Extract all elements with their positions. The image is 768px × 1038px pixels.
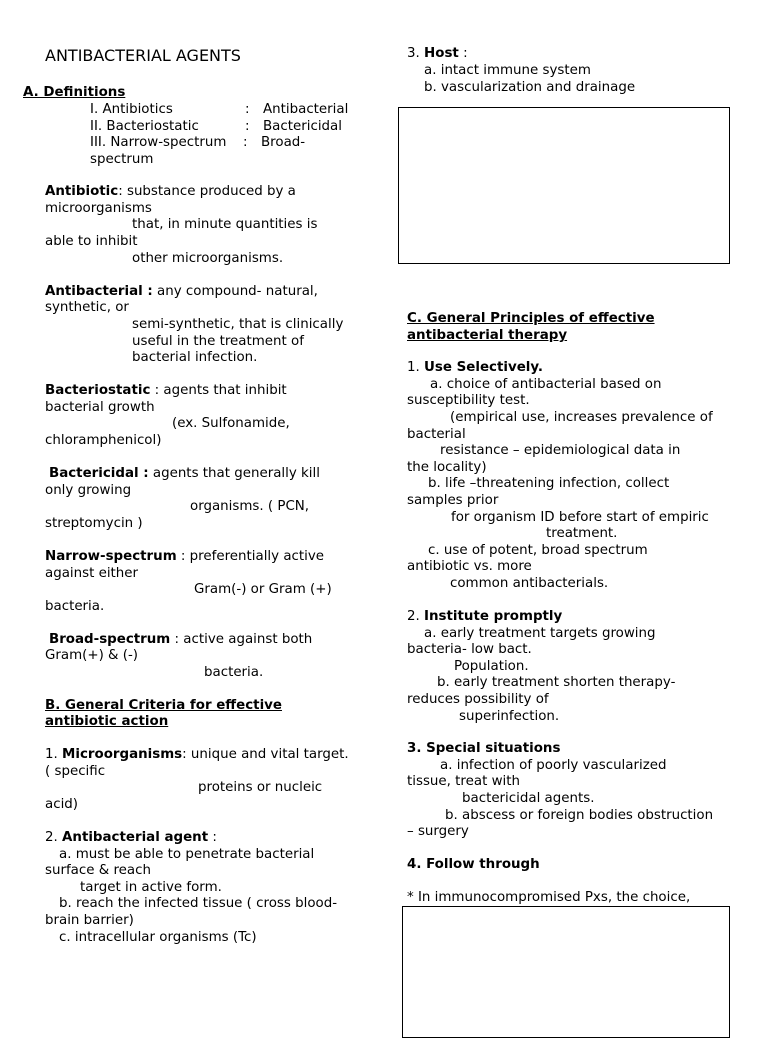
def-pair-left: III. Narrow-spectrum (90, 135, 227, 150)
item-term: Host (424, 46, 459, 61)
item-text: superinfection. (459, 709, 560, 724)
item-text: the locality) (407, 460, 487, 475)
item-text: susceptibility test. (407, 393, 530, 408)
item-text: proteins or nucleic (198, 780, 323, 795)
def-bactericidal-line (49, 466, 320, 482)
item-term: Institute promptly (424, 609, 563, 624)
item-text: b. reach the infected tissue ( cross blood- (59, 896, 338, 911)
def-text: organisms. ( PCN, (190, 499, 310, 514)
principle-2 (407, 609, 562, 625)
def-pair-left: I. Antibiotics (90, 102, 173, 117)
def-term: Antibacterial : (45, 284, 153, 299)
item-text: c. intracellular organisms (Tc) (59, 930, 257, 945)
def-text: : substance produced by a (118, 184, 296, 199)
def-term: Narrow-spectrum (45, 549, 177, 564)
def-narrow-line (45, 549, 324, 565)
def-text: bacteria. (45, 599, 105, 614)
def-text: any compound- natural, (152, 284, 318, 299)
item-text: : (208, 830, 217, 845)
def-text: : preferentially active (176, 549, 325, 564)
def-text: Gram(-) or Gram (+) (194, 582, 332, 597)
def-text: (ex. Sulfonamide, (172, 416, 290, 431)
item-text: acid) (45, 797, 79, 812)
item-text: a. intact immune system (424, 63, 591, 78)
principle-1 (407, 360, 543, 376)
item-number: 3. (407, 46, 425, 61)
item-text: : unique and vital target. (182, 747, 349, 762)
def-text: that, in minute quantities is (132, 217, 318, 232)
def-pair-sep: : (245, 102, 250, 117)
item-text: brain barrier) (45, 913, 134, 928)
item-text: samples prior (407, 493, 499, 508)
item-text: c. use of potent, broad spectrum (428, 543, 648, 558)
def-text: semi-synthetic, that is clinically (132, 317, 344, 332)
def-term: Broad-spectrum (49, 632, 171, 647)
item-text: reduces possibility of (407, 692, 549, 707)
item-text: ( specific (45, 764, 106, 779)
def-text: : active against both (170, 632, 313, 647)
def-text: other microorganisms. (132, 251, 284, 266)
page-title: ANTIBACTERIAL AGENTS (45, 46, 241, 65)
item-text: a. early treatment targets growing (424, 626, 656, 641)
def-text: able to inhibit (45, 234, 138, 249)
def-text: bacterial infection. (132, 350, 258, 365)
item-text: for organism ID before start of empiric (451, 510, 709, 525)
def-pair-right: Bactericidal (263, 119, 342, 134)
criteria-item-1 (45, 747, 349, 763)
item-term: Antibacterial agent (62, 830, 209, 845)
item-text: a. must be able to penetrate bacterial (59, 847, 315, 862)
footnote-text: * In immunocompromised Pxs, the choice, (407, 890, 691, 905)
item-text: bacterial (407, 427, 466, 442)
item-number: 1. (45, 747, 63, 762)
item-text: : (458, 46, 468, 61)
item-text: common antibacterials. (450, 576, 609, 591)
item-text: surface & reach (45, 863, 151, 878)
def-text: chloramphenicol) (45, 433, 162, 448)
def-text: useful in the treatment of (132, 334, 304, 349)
item-text: (empirical use, increases prevalence of (450, 410, 713, 425)
def-term: Antibiotic (45, 184, 119, 199)
item-text: – surgery (407, 824, 469, 839)
item-number: 2. (45, 830, 63, 845)
item-text: b. abscess or foreign bodies obstruction (445, 808, 714, 823)
item-number: 2. (407, 609, 425, 624)
item-text: tissue, treat with (407, 774, 520, 789)
def-text: against either (45, 566, 139, 581)
principle-3-term: 3. Special situations (407, 741, 561, 756)
figure-placeholder-box (398, 107, 730, 264)
item-text: b. life –threatening infection, collect (428, 476, 670, 491)
def-pair-right: Broad- (261, 135, 306, 150)
figure-placeholder-box-bottom (402, 906, 730, 1038)
section-b-heading: B. General Criteria for effective (45, 698, 282, 713)
host-item (407, 46, 468, 62)
def-antibacterial-line (45, 284, 318, 300)
def-text: synthetic, or (45, 300, 129, 315)
def-pair-continuation: spectrum (90, 152, 154, 167)
def-text: agents that generally kill (148, 466, 320, 481)
section-a-heading: A. Definitions (23, 85, 126, 100)
def-term: Bactericidal : (49, 466, 149, 481)
def-pair-right: Antibacterial (263, 102, 349, 117)
def-pair-left: II. Bacteriostatic (90, 119, 199, 134)
def-text: : agents that inhibit (150, 383, 287, 398)
item-term: Microorganisms (62, 747, 183, 762)
section-c-heading-cont: antibacterial therapy (407, 328, 568, 343)
item-text: bacteria- low bact. (407, 642, 532, 657)
item-text: resistance – epidemiological data in (440, 443, 681, 458)
item-text: b. early treatment shorten therapy- (437, 675, 676, 690)
item-text: antibiotic vs. more (407, 559, 532, 574)
item-text: treatment. (546, 526, 618, 541)
def-text: bacterial growth (45, 400, 155, 415)
section-c-heading: C. General Principles of effective (407, 311, 655, 326)
def-text: bacteria. (204, 665, 264, 680)
item-text: b. vascularization and drainage (424, 80, 636, 95)
section-b-heading-cont: antibiotic action (45, 714, 169, 729)
principle-4-term: 4. Follow through (407, 857, 540, 872)
def-pair-sep: : (243, 135, 248, 150)
item-term: Use Selectively. (424, 360, 543, 375)
criteria-item-2 (45, 830, 217, 846)
def-text: only growing (45, 483, 132, 498)
item-text: bactericidal agents. (462, 791, 595, 806)
item-text: a. choice of antibacterial based on (430, 377, 662, 392)
def-term: Bacteriostatic (45, 383, 151, 398)
def-text: Gram(+) & (-) (45, 648, 139, 663)
def-text: streptomycin ) (45, 516, 143, 531)
item-text: a. infection of poorly vascularized (440, 758, 667, 773)
def-text: microorganisms (45, 201, 152, 216)
def-pair-sep: : (245, 119, 250, 134)
item-text: target in active form. (80, 880, 222, 895)
def-antibiotic-line (45, 184, 296, 200)
def-bacteriostatic-line (45, 383, 287, 399)
def-broad-line (49, 632, 312, 648)
item-number: 1. (407, 360, 425, 375)
item-text: Population. (454, 659, 529, 674)
